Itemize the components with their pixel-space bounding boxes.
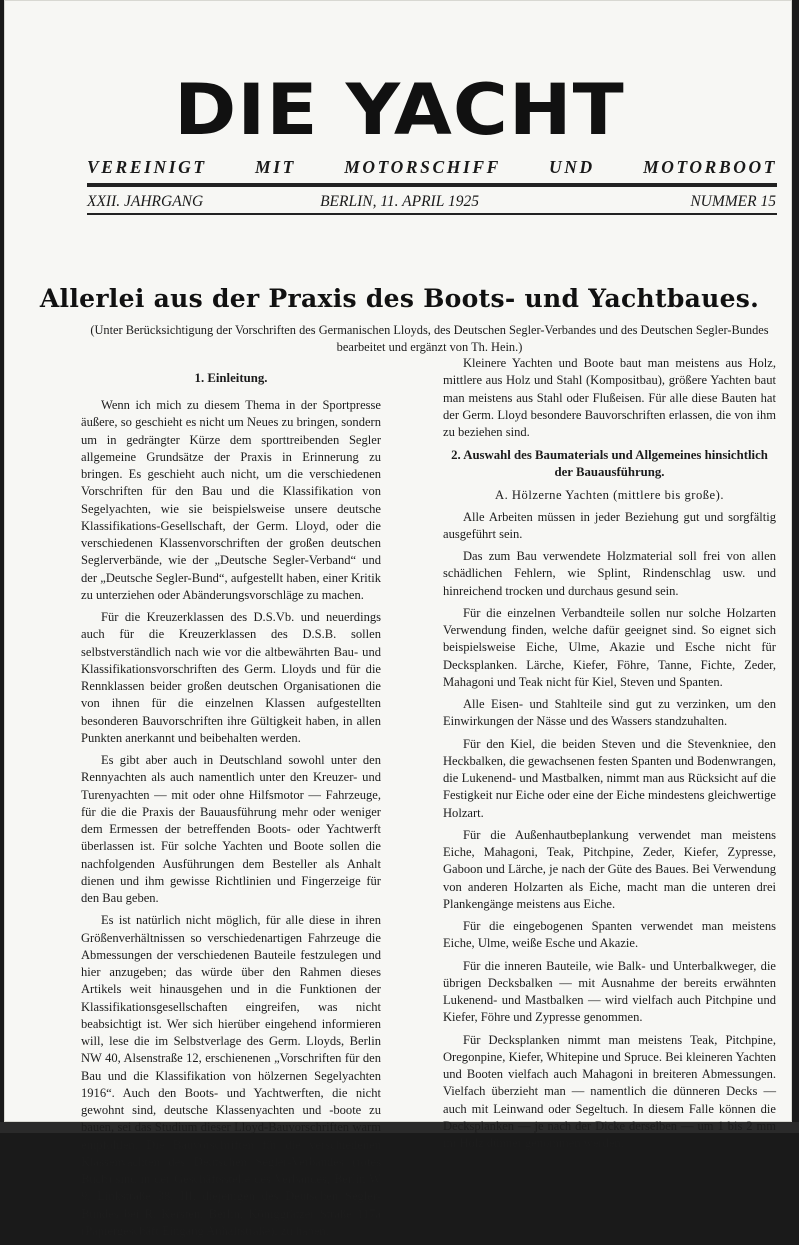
article-title: Allerlei aus der Praxis des Boots- und Yachtbaues. (39, 284, 760, 313)
right-column (443, 355, 776, 1157)
paragraph: Kleinere Yachten und Boote baut man meistens aus Holz, mittlere aus Holz und Stahl (Kompositbau), größere Yachten baut man meistens aus Stahl oder Flußeisen. Für alle diese Bauten hat der Germ. Lloyd besondere Bauvorschriften erlassen, die von ihm zu beziehen sind. (443, 356, 776, 439)
paragraph: Alle Eisen- und Stahlteile sind gut zu verzinken, um den Einwirkungen der Nässe und des Wassers standzuhalten. (443, 697, 776, 729)
paragraph: Für die Kreuzerklassen des D.S.Vb. und neuerdings auch für die Kreuzerklassen des D.S.B. sollen selbstverständlich nach wie vor die altbewährten Bau- und Klassifikationsvorschriften des Germ. Lloyds und für die Rennklassen beider großen deutschen Organisationen die von ihnen für die einzelnen Klassen aufgestellten besonderen Bauvorschriften ihre Gültigkeit haben, in allen Punkten anerkannt und beibehalten werden. (81, 610, 381, 745)
paragraph: Es ist natürlich nicht möglich, für alle diese in ihren Größenverhältnissen so verschiedenartigen Fahrzeuge die Abmessungen der verschiedenen Bauteile festzulegen und hier anzugeben; das würde über den Rahmen dieses Artikels weit hinausgehen und in die Funktionen der Klassifikationsgesellschaften eingreifen, was nicht beabsichtigt ist. Wer sich hierüber eingehend informieren will, lese die im Selbstverlage des Germ. Lloyds, Berlin NW 40, Alsenstraße 12, erschienenen „Vorschriften für den Bau und die Klassifikation von hölzernen Segelyachten 1916“. Auch den Boots- und Yachtwerften, die nicht gewohnt sind, deutsche Klassenyachten und -boote zu bauen, sei das Studium dieser Lloyd-Bauvorschriften warm empfohlen. Die Bauvorschriften für die verschiedenen Klassenyachten des Deutschen Segler-Verbandes (rotes Buch) sind in der Geschäftsstelle des Verbandes, Berlin W 9, Linkstraße 38, III, diejenigen des Deutschen Segler-Bundes bei R. Kersten, Berlin, Königgrätzer Straße 117a (Papiergeschäft Eingang Anhaltstraße), zu haben. — (81, 913, 381, 1238)
paragraph: Für Decksplanken nimmt man meistens Teak, Pitchpine, Oregonpine, Kiefer, Whitepine und Spruce. Bei kleineren Yachten und Booten vielfach auch Mahagoni in breiteren Abmessungen. Vielfach überzieht man — namentlich die dünneren Decks — auch mit Leinwand oder Segeltuch. In diesem Falle können die Decksplanken — je nach der Dicke derselben — um 1 bis 2 mm im Holz dünner genommen werden. (443, 1032, 776, 1150)
paragraph: Für den Kiel, die beiden Steven und die Stevenkniee, den Heckbalken, die gewachsenen festen Spanten und Bodenwrangen, die Lukenend- und Mastbalken, nimmt man aus Rücksicht auf die Festigkeit nur Eiche oder eine der Eiche mindestens gleichwertige Holzart. (443, 736, 776, 820)
issue-date: BERLIN, 11. APRIL 1925 (320, 193, 479, 210)
masthead-rule-top (87, 183, 777, 187)
left-column (81, 370, 381, 1245)
paragraph: Für die inneren Bauteile, wie Balk- und Unterbalkweger, die übrigen Decksbalken — mit Ausnahme der bereits erwähnten Lukenend- und Mastbalken — wird vielfach auch Pitchpine und Kiefer, Föhre und Zypresse genommen. (443, 958, 776, 1025)
masthead-title: DIE YACHT (174, 69, 625, 151)
paragraph: Wenn ich mich zu diesem Thema in der Sportpresse äußere, so geschieht es nicht um Neues zu bringen, sondern um in gedrängter Kürze dem sporttreibenden Segler allgemeine Grundsätze der Praxis in Erinnerung zu bringen. Es geschieht auch nicht, um die verschiedenen Vorschriften für den Bau und die Klassifikation von Segelyachten, wie sie beispielsweise unsere deutsche Klassifikations-Gesellschaft, der Germ. Lloyd, oder die verschiedenen Klassenvorschriften der großen deutschen Seglerverbände, wie der „Deutsche Segler-Verband“ und der „Deutsche Segler-Bund“, aufgestellt haben, einer Kritik zu unterziehen oder Abänderungsvorschläge zu machen. (81, 398, 381, 602)
paragraph: Alle Arbeiten müssen in jeder Beziehung gut und sorgfältig ausgeführt sein. (443, 509, 776, 541)
section-heading-materials: 2. Auswahl des Baumaterials und Allgemeines hinsichtlich der Bauausführung. (451, 448, 768, 480)
paragraph: Für die Außenhautbeplankung verwendet man meistens Eiche, Mahagoni, Teak, Pitchpine, Zeder, Kiefer, Zypresse, Gaboon und Lärche, je nach der Güte des Baues. Bei Verwendung von anderen Holzarten als Eiche, macht man die unteren drei Plankengänge meistens aus Eiche. (443, 827, 776, 911)
masthead-subtitle: VEREINIGT MIT MOTORSCHIFF UND MOTORBOOT (87, 157, 777, 177)
issue-number: NUMMER 15 (690, 193, 776, 210)
issue-year: XXII. JAHRGANG (87, 193, 204, 210)
paragraph: Es gibt aber auch in Deutschland sowohl unter den Rennyachten als auch namentlich unter den Kreuzer- und Turenyachten — mit oder ohne Hilfsmotor — Fahrzeuge, für die die Praxis der Bauausführung mehr oder weniger dem Ermessen der betreffenden Boots- oder Yachtwerft überlassen ist. Für solche Yachten und Boote sollen die nachfolgenden Ausführungen dem Besteller als Anhalt dienen und ihm gewisse Richtlinien und Fingerzeige für den Bau geben. (81, 753, 381, 905)
paragraph: Für die einzelnen Verbandteile sollen nur solche Holzarten Verwendung finden, welche dafür geeignet sind. So eignet sich beispielsweise Eiche, Ulme, Akazie und Esche nicht für Decksplanken. Lärche, Kiefer, Föhre, Tanne, Fichte, Zeder, Mahagoni und Teak nicht für Kiel, Steven und Spanten. (443, 605, 776, 689)
masthead-rule-bottom (87, 213, 777, 215)
subsection-heading-wooden-yachts: A. Hölzerne Yachten (mittlere bis große). (495, 488, 724, 503)
paragraph: Für die eingebogenen Spanten verwendet man meistens Eiche, Ulme, weiße Esche und Akazie. (443, 919, 776, 951)
article-subtitle: (Unter Berücksichtigung der Vorschriften des Germanischen Lloyds, des Deutschen Segler-Verbandes und des Deutschen Segler-Bundes bearbeitet und ergänzt von Th. Hein.) (90, 323, 769, 354)
paragraph: Das zum Bau verwendete Holzmaterial soll frei von allen schädlichen Fehlern, wie Splint, Rindenschlag usw. und hinreichend trocken und durchaus gesund sein. (443, 549, 776, 598)
section-heading-introduction: 1. Einleitung. (194, 371, 268, 385)
